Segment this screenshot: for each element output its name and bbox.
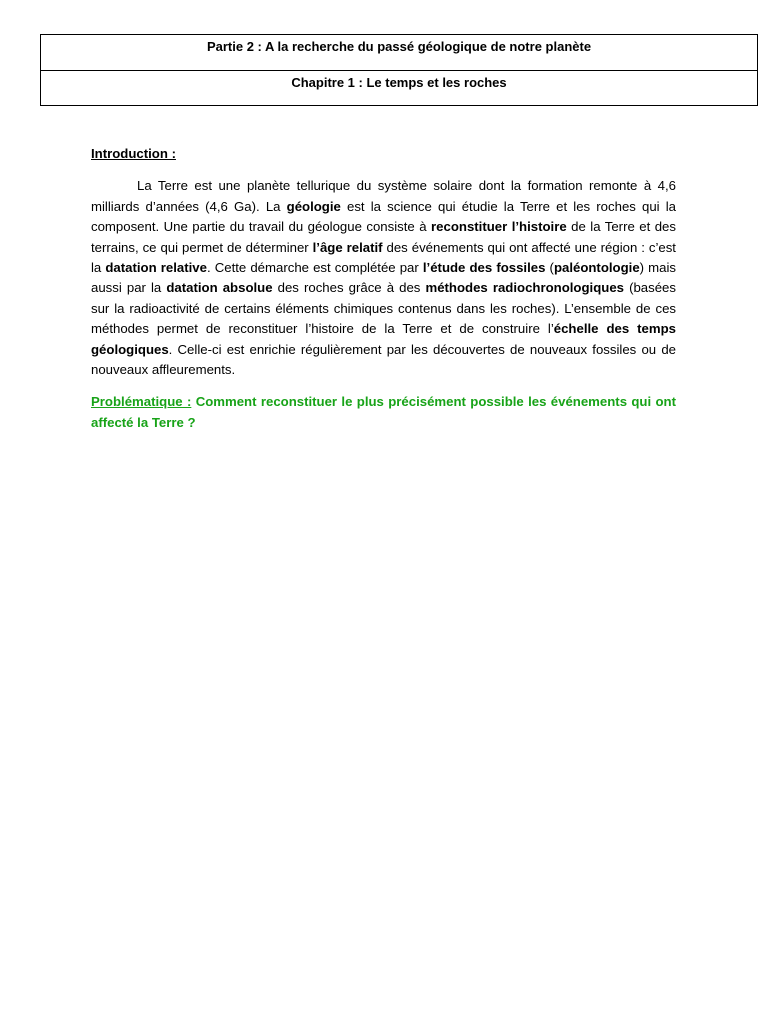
text-segment: de la Terre et des terrains, ce qui permet de déterminer	[91, 219, 676, 255]
problem-label: Problématique :	[91, 394, 192, 410]
bold-term: méthodes radiochronologiques	[425, 280, 624, 296]
bold-term: datation absolue	[166, 280, 273, 296]
text-segment: est la science qui étudie la Terre et les roches qui la composent. Une partie du travail du géologue consiste à	[91, 198, 677, 235]
problem-statement	[91, 392, 676, 433]
part-title: Partie 2 : A la recherche du passé géologique de notre planète	[206, 39, 592, 54]
chapter-title: Chapitre 1 : Le temps et les roches	[41, 70, 757, 105]
text-segment: . Cette démarche est complétée par	[206, 260, 423, 276]
text-segment: des événements qui ont affecté une région : c’est la	[91, 239, 676, 276]
bold-term: géologie	[286, 198, 341, 214]
document-body	[91, 144, 676, 433]
header-table	[40, 34, 758, 106]
bold-term: échelle des temps géologiques	[91, 321, 676, 357]
bold-term: reconstituer l’histoire	[431, 219, 567, 235]
intro-heading: Introduction :	[91, 146, 176, 161]
text-segment: . Celle-ci est enrichie régulièrement par les découvertes de nouveaux fossiles ou de nouveaux affleurements.	[91, 341, 676, 378]
bold-term: paléontologie	[553, 260, 640, 276]
bold-term: l’âge relatif	[312, 239, 383, 255]
bold-term: datation relative	[105, 260, 207, 276]
intro-paragraph	[91, 176, 676, 380]
text-segment: (	[545, 260, 554, 276]
text-segment: La Terre est une planète tellurique du système solaire dont la formation remonte à 4,6 milliards d’années (4,6 Ga). La	[91, 178, 676, 214]
problem-text: Comment reconstituer le plus précisément possible les événements qui ont affecté la Terre ?	[91, 394, 676, 430]
bold-term: l’étude des fossiles	[422, 260, 546, 276]
text-segment: (basées sur la radioactivité de certains éléments chimiques contenus dans les roches). L’ensemble de ces méthodes permet de reconstituer l’histoire de la Terre et de construire l’	[91, 280, 676, 337]
text-segment: des roches grâce à des	[272, 280, 426, 296]
text-segment: ) mais aussi par la	[91, 260, 676, 296]
